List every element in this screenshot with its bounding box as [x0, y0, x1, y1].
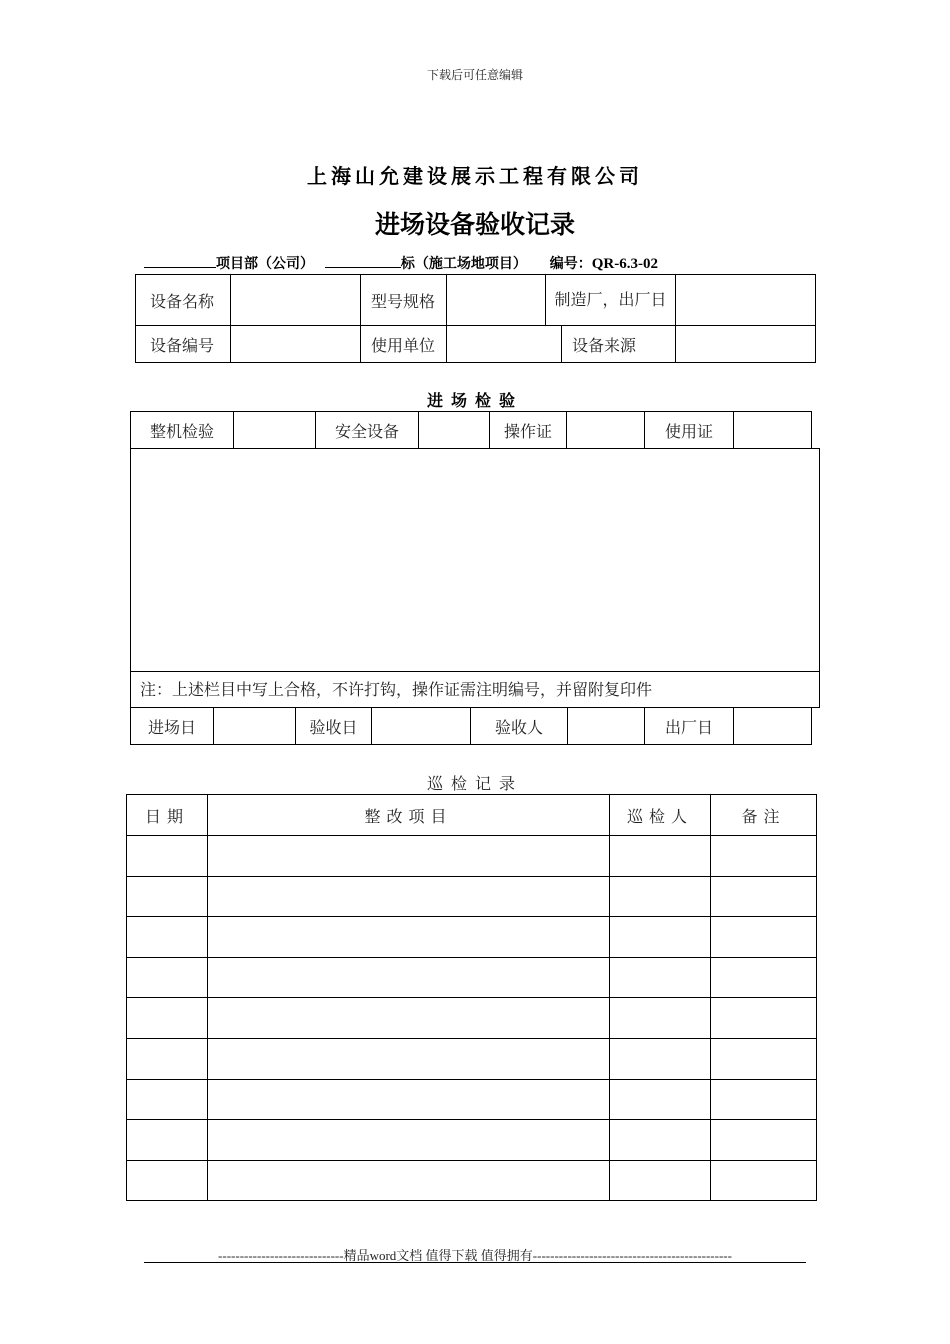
header-date: 日期	[127, 795, 208, 836]
row-remarks-cell[interactable]	[711, 876, 817, 917]
source-field[interactable]	[676, 326, 816, 363]
use-cert-label: 使用证	[645, 412, 734, 449]
row-rectification-cell[interactable]	[208, 957, 610, 998]
header-remarks: 备注	[711, 795, 817, 836]
table-row	[127, 1079, 817, 1120]
row-rectification-cell[interactable]	[208, 1079, 610, 1120]
equip-no-field[interactable]	[231, 326, 361, 363]
safety-field[interactable]	[419, 412, 490, 449]
source-label: 设备来源	[562, 326, 676, 363]
table-row	[127, 998, 817, 1039]
whole-inspection-label: 整机检验	[131, 412, 234, 449]
operation-cert-field[interactable]	[567, 412, 645, 449]
inspection-note: 注：上述栏目中写上合格，不许打钩，操作证需注明编号，并留附复印件	[130, 671, 820, 708]
row-inspector-cell[interactable]	[610, 1079, 711, 1120]
row-inspector-cell[interactable]	[610, 1038, 711, 1079]
user-unit-field[interactable]	[447, 326, 562, 363]
row-inspector-cell[interactable]	[610, 836, 711, 877]
manufacturer-label: 制造厂，出厂日	[546, 275, 676, 326]
row-rectification-cell[interactable]	[208, 1038, 610, 1079]
row-date-cell[interactable]	[127, 998, 208, 1039]
acceptor-field[interactable]	[568, 708, 645, 745]
code-value: QR-6.3-02	[591, 256, 658, 272]
header-rectification: 整改项目	[208, 795, 610, 836]
row-date-cell[interactable]	[127, 917, 208, 958]
row-remarks-cell[interactable]	[711, 1120, 817, 1161]
patrol-record-title: 巡检记录	[426, 774, 523, 793]
row-date-cell[interactable]	[127, 876, 208, 917]
row-date-cell[interactable]	[127, 836, 208, 877]
code-label: 编号：	[549, 256, 592, 272]
row-inspector-cell[interactable]	[610, 998, 711, 1039]
row-remarks-cell[interactable]	[711, 957, 817, 998]
row-rectification-cell[interactable]	[208, 1120, 610, 1161]
table-row	[127, 917, 817, 958]
row-inspector-cell[interactable]	[610, 1120, 711, 1161]
header-inspector: 巡检人	[610, 795, 711, 836]
row-rectification-cell[interactable]	[208, 836, 610, 877]
header-note: 下载后可任意编辑	[426, 68, 523, 82]
safety-label: 安全设备	[316, 412, 419, 449]
equip-name-label: 设备名称	[136, 275, 231, 326]
document-title: 进场设备验收记录	[374, 210, 575, 239]
entry-date-field[interactable]	[214, 708, 296, 745]
dept-label: 项目部（公司）	[216, 256, 314, 272]
model-label: 型号规格	[361, 275, 447, 326]
table-row	[127, 876, 817, 917]
row-remarks-cell[interactable]	[711, 1079, 817, 1120]
equip-name-field[interactable]	[231, 275, 361, 326]
use-cert-field[interactable]	[734, 412, 812, 449]
patrol-record-table	[126, 794, 817, 1201]
whole-inspection-field[interactable]	[234, 412, 316, 449]
table-row	[127, 836, 817, 877]
footer-text: -----------------------------精品word文档 值得下载 值得拥有----------------------------------------------	[218, 1248, 732, 1263]
row-inspector-cell[interactable]	[610, 957, 711, 998]
row-date-cell[interactable]	[127, 1160, 208, 1201]
row-remarks-cell[interactable]	[711, 998, 817, 1039]
row-remarks-cell[interactable]	[711, 836, 817, 877]
equipment-info-table	[135, 274, 816, 363]
manufacturer-field[interactable]	[676, 275, 816, 326]
entry-date-label: 进场日	[131, 708, 214, 745]
row-rectification-cell[interactable]	[208, 876, 610, 917]
operation-cert-label: 操作证	[490, 412, 567, 449]
user-unit-label: 使用单位	[361, 326, 447, 363]
section-label: 标（施工场地项目）	[400, 256, 527, 272]
row-inspector-cell[interactable]	[610, 917, 711, 958]
entry-dates-table	[130, 707, 812, 745]
company-name: 上海山允建设展示工程有限公司	[307, 164, 643, 188]
model-field[interactable]	[447, 275, 546, 326]
row-remarks-cell[interactable]	[711, 917, 817, 958]
accept-date-field[interactable]	[372, 708, 471, 745]
row-date-cell[interactable]	[127, 957, 208, 998]
table-row	[127, 957, 817, 998]
factory-date-field[interactable]	[734, 708, 812, 745]
row-date-cell[interactable]	[127, 1038, 208, 1079]
row-date-cell[interactable]	[127, 1120, 208, 1161]
table-row	[127, 1160, 817, 1201]
document-subline	[144, 253, 658, 273]
equip-no-label: 设备编号	[136, 326, 231, 363]
section-blank[interactable]	[325, 256, 401, 268]
row-rectification-cell[interactable]	[208, 917, 610, 958]
footer-divider	[144, 1262, 806, 1263]
inspection-content-area[interactable]	[130, 448, 820, 708]
entry-inspection-table	[130, 411, 812, 449]
table-row	[127, 1120, 817, 1161]
row-remarks-cell[interactable]	[711, 1038, 817, 1079]
row-date-cell[interactable]	[127, 1079, 208, 1120]
row-inspector-cell[interactable]	[610, 876, 711, 917]
dept-blank[interactable]	[144, 256, 216, 268]
row-inspector-cell[interactable]	[610, 1160, 711, 1201]
entry-inspection-title: 进场检验	[426, 391, 523, 410]
acceptor-label: 验收人	[471, 708, 568, 745]
table-row	[127, 1038, 817, 1079]
row-rectification-cell[interactable]	[208, 998, 610, 1039]
row-remarks-cell[interactable]	[711, 1160, 817, 1201]
factory-date-label: 出厂日	[645, 708, 734, 745]
row-rectification-cell[interactable]	[208, 1160, 610, 1201]
accept-date-label: 验收日	[296, 708, 372, 745]
